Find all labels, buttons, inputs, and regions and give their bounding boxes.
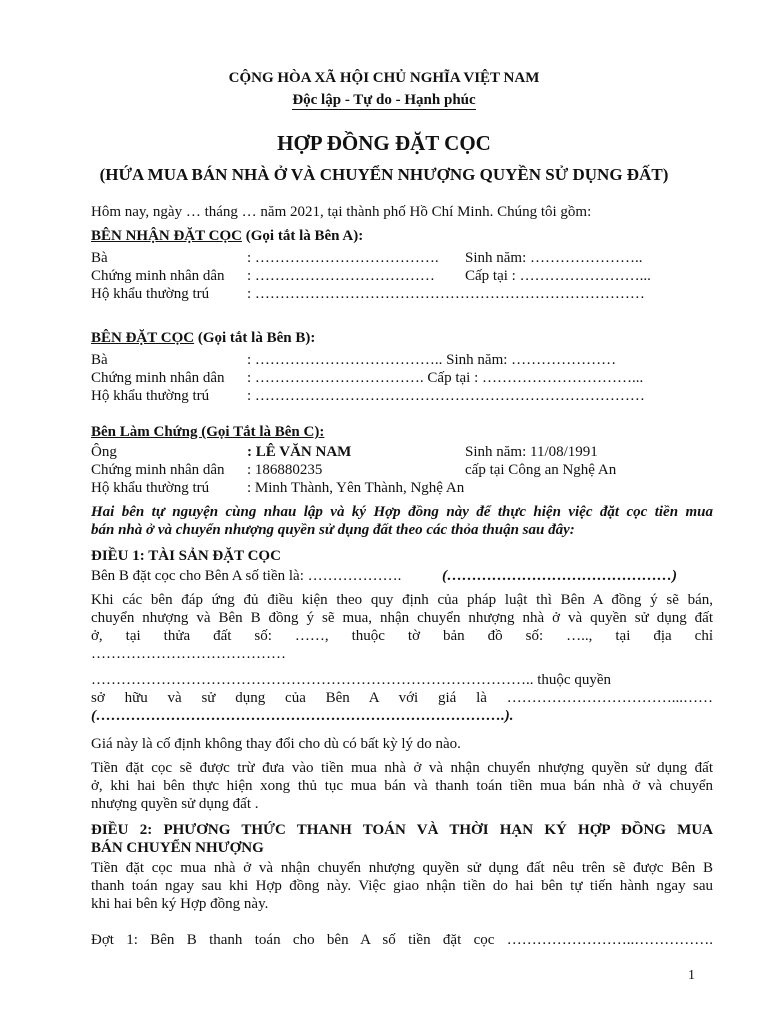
party-c-birth: Sinh năm: 11/08/1991 (465, 444, 598, 460)
article-1-p3-line-1: Tiền đặt cọc sẽ được trừ đưa vào tiền mua nhà ở và nhận chuyển nhượng quyền sử dụng đất (91, 760, 713, 776)
party-a-heading-suffix: (Gọi tắt là Bên A): (242, 228, 364, 244)
article-1-p1-line-3: ở, tại thửa đất số: ……, thuộc tờ bản đồ số: ….., tại địa chỉ (91, 628, 713, 644)
party-b-name-value: : ……………………………….. Sinh năm: ………………… (247, 352, 617, 368)
party-b-id-value: : ……………………………. Cấp tại : …………………………... (247, 370, 644, 386)
party-a-name-label: Bà (91, 250, 108, 266)
article-1-p1-line-4: ………………………………… (91, 646, 286, 662)
party-a-birth: Sinh năm: ………………….. (465, 250, 643, 266)
party-c-name-value: : LÊ VĂN NAM (247, 444, 352, 460)
article-1-deposit-line: Bên B đặt cọc cho Bên A số tiền là: ………………. (91, 568, 402, 584)
article-2-heading-line-2: BÁN CHUYỂN NHƯỢNG (91, 840, 264, 856)
article-1-p1-line-5: …………………………………………………………………………….. thuộc quyền (91, 672, 611, 688)
article-1-deposit-words: (………………………………………) (442, 568, 677, 584)
party-c-name-label: Ông (91, 444, 117, 460)
article-2-p1-line-3: khi hai bên ký Hợp đồng này. (91, 896, 269, 912)
agreement-line-1: Hai bên tự nguyện cùng nhau lập và ký Hợp đồng này để thực hiện việc đặt cọc tiền mua (91, 504, 713, 520)
party-c-id-value: : 186880235 (247, 462, 323, 478)
article-1-p1-line-1: Khi các bên đáp ứng đủ điều kiện theo quy định của pháp luật thì Bên A đồng ý sẽ bán, (91, 592, 713, 608)
party-a-residence-label: Hộ khẩu thường trú (91, 286, 210, 302)
article-1-p3-line-3: nhượng quyền sử dụng đất . (91, 796, 259, 812)
party-b-name-label: Bà (91, 352, 108, 368)
party-a-heading (91, 227, 363, 245)
party-c-heading: Bên Làm Chứng (Gọi Tắt là Bên C): (91, 424, 325, 440)
party-b-id-label: Chứng minh nhân dân (91, 370, 225, 386)
party-b-heading (91, 329, 315, 347)
party-b-heading-main: BÊN ĐẶT CỌC (91, 330, 195, 346)
page-number: 1 (688, 968, 695, 983)
party-b-residence-label: Hộ khẩu thường trú (91, 388, 210, 404)
party-a-id-value: : ……………………………… (247, 268, 435, 284)
article-1-heading: ĐIỀU 1: TÀI SẢN ĐẶT CỌC (91, 548, 281, 564)
document-title: HỢP ĐỒNG ĐẶT CỌC (277, 131, 491, 155)
article-1-p1-line-7: (……………………………………………………………………….). (91, 708, 514, 724)
motto (0, 91, 768, 109)
party-c-residence-value: : Minh Thành, Yên Thành, Nghệ An (247, 480, 465, 496)
party-c-residence-label: Hộ khẩu thường trú (91, 480, 210, 496)
party-b-residence-value: : …………………………………………………………………… (247, 388, 645, 404)
party-a-id-label: Chứng minh nhân dân (91, 268, 225, 284)
country-heading: CỘNG HÒA XÃ HỘI CHỦ NGHĨA VIỆT NAM (228, 70, 540, 86)
party-a-heading-main: BÊN NHẬN ĐẶT CỌC (91, 228, 242, 244)
article-2-p1-line-1: Tiền đặt cọc mua nhà ở và nhận chuyển nhượng quyền sử dụng đất nêu trên sẽ được Bên B (91, 860, 713, 876)
article-2-p2: Đợt 1: Bên B thanh toán cho bên A số tiền đặt cọc ……………………..……………. (91, 932, 713, 948)
article-2-heading-line-1: ĐIỀU 2: PHƯƠNG THỨC THANH TOÁN VÀ THỜI HẠN KÝ HỢP ĐỒNG MUA (91, 822, 713, 838)
party-a-issued: Cấp tại : ……………………... (465, 268, 651, 284)
party-a-name-value: : ………………………………. (247, 250, 439, 266)
party-a-residence-value: : …………………………………………………………………… (247, 286, 645, 302)
article-1-p2: Giá này là cố định không thay đổi cho dù có bất kỳ lý do nào. (91, 736, 461, 752)
motto-text: Độc lập - Tự do - Hạnh phúc (292, 92, 476, 108)
article-1-p3-line-2: ở, khi hai bên thực hiện xong thủ tục mua bán và thanh toán tiền mua bán nhà ở và chuyển (91, 778, 713, 794)
article-1-p1-line-6: sở hữu và sử dụng của Bên A với giá là ……………………………...…… (91, 690, 713, 706)
intro-text: Hôm nay, ngày … tháng … năm 2021, tại thành phố Hồ Chí Minh. Chúng tôi gồm: (91, 204, 592, 220)
article-2-p1-line-2: thanh toán ngay sau khi Hợp đồng này. Việc giao nhận tiền do hai bên tự tiến hành ngay sau (91, 878, 713, 894)
agreement-line-2: bán nhà ở và chuyển nhượng quyền sử dụng đất theo các thỏa thuận sau đây: (91, 522, 575, 538)
party-b-heading-suffix: (Gọi tắt là Bên B): (194, 330, 316, 346)
document-subtitle: (HỨA MUA BÁN NHÀ Ở VÀ CHUYỂN NHƯỢNG QUYỀN SỬ DỤNG ĐẤT) (99, 165, 669, 184)
party-c-id-label: Chứng minh nhân dân (91, 462, 225, 478)
article-1-p1-line-2: chuyển nhượng và Bên B đồng ý sẽ mua, nhận chuyển nhượng nhà ở và quyền sử dụng đất (91, 610, 713, 626)
party-c-issued: cấp tại Công an Nghệ An (465, 462, 617, 478)
